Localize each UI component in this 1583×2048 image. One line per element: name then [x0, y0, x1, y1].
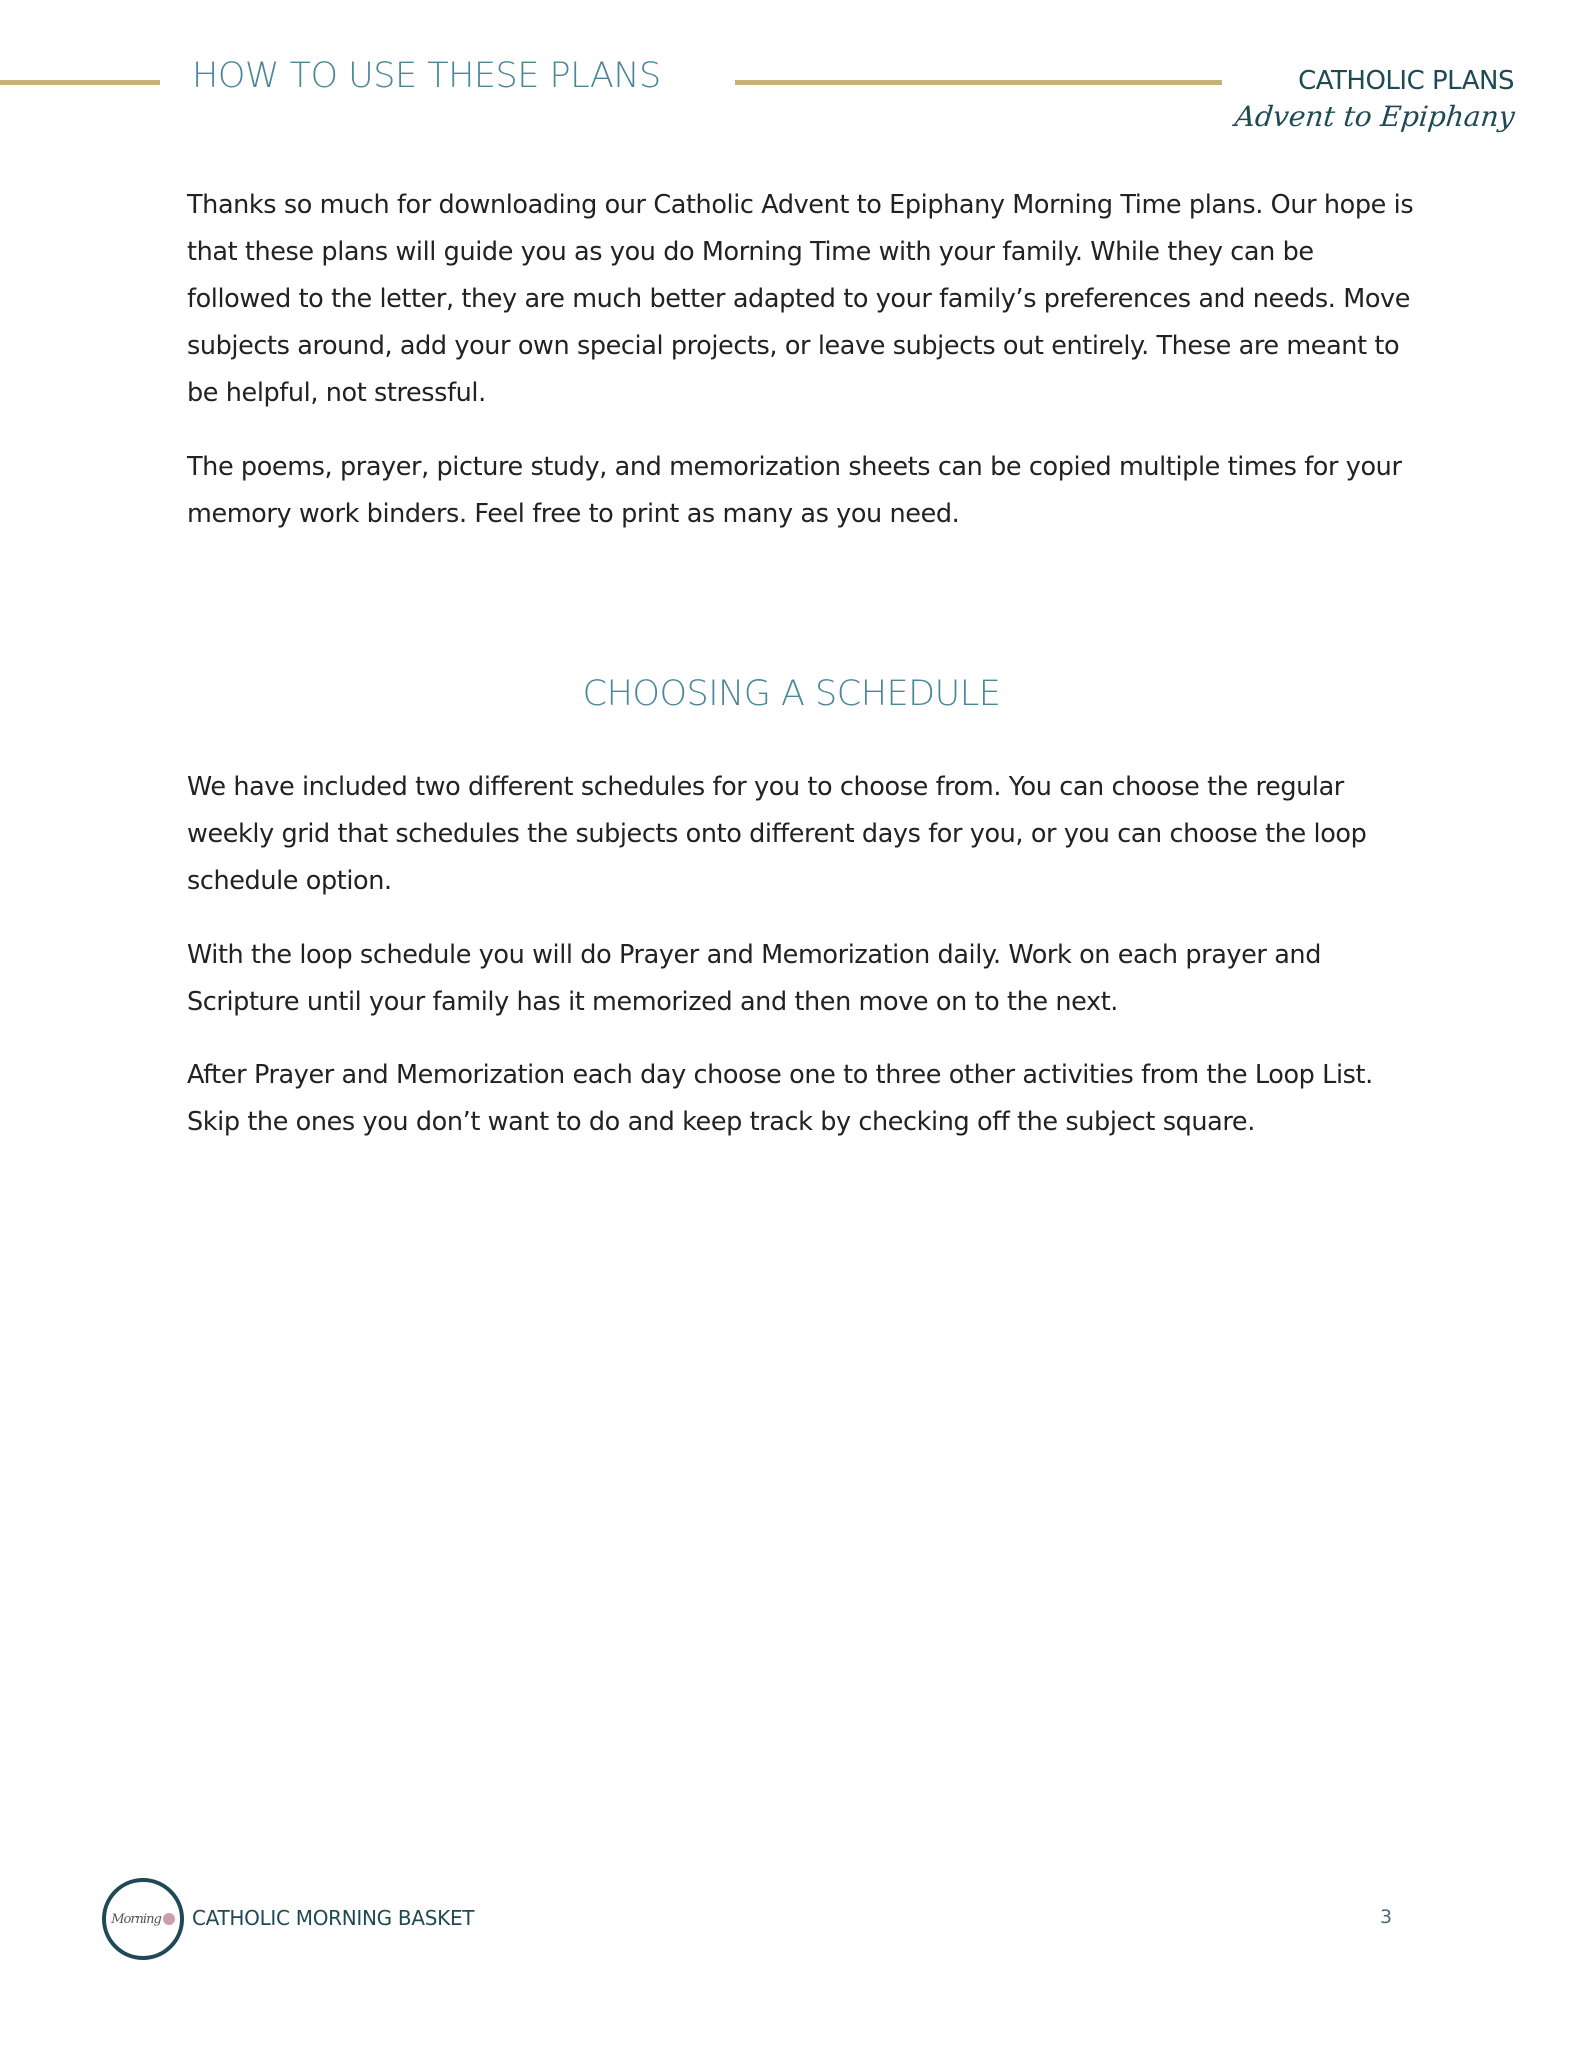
basket-icon	[163, 1913, 175, 1925]
catholic-morning-basket-logo	[102, 1878, 184, 1960]
schedule-paragraph-3: After Prayer and Memorization each day choose one to three other activities from the Loop List. Skip the ones you don’t want to do and keep track by checking off the subject square.	[187, 1060, 1373, 1137]
header-rule-right	[735, 80, 1222, 85]
schedule-paragraph-1: We have included two different schedules for you to choose from. You can choose the regular weekly grid that schedules the subjects onto different days for you, or you can choose the loop schedule option.	[187, 772, 1367, 896]
brand-title: CATHOLIC PLANS	[1298, 66, 1514, 96]
schedule-paragraph-2: With the loop schedule you will do Prayer and Memorization daily. Work on each prayer and Scripture until your family has it memorized and then move on to the next.	[187, 940, 1321, 1017]
header-rule-left	[0, 80, 160, 85]
page-title: HOW TO USE THESE PLANS	[192, 56, 661, 96]
logo-wordmark: Morning	[111, 1911, 161, 1927]
footer-brand: CATHOLIC MORNING BASKET	[192, 1906, 475, 1930]
intro-paragraph-2: The poems, prayer, picture study, and memorization sheets can be copied multiple times for your memory work binders. Feel free to print as many as you need.	[187, 452, 1402, 529]
page-number: 3	[1380, 1906, 1393, 1928]
section-heading-choosing-schedule: CHOOSING A SCHEDULE	[582, 674, 1001, 714]
brand-subtitle: Advent to Epiphany	[1233, 100, 1517, 133]
intro-paragraph-1: Thanks so much for downloading our Catholic Advent to Epiphany Morning Time plans. Our hope is that these plans will guide you as you do Morning Time with your family. While they can be followed to the letter, they are much better adapted to your family’s preferences and needs. Move subjects around, add your own special projects, or leave subjects out entirely. These are meant to be helpful, not stressful.	[187, 190, 1414, 408]
